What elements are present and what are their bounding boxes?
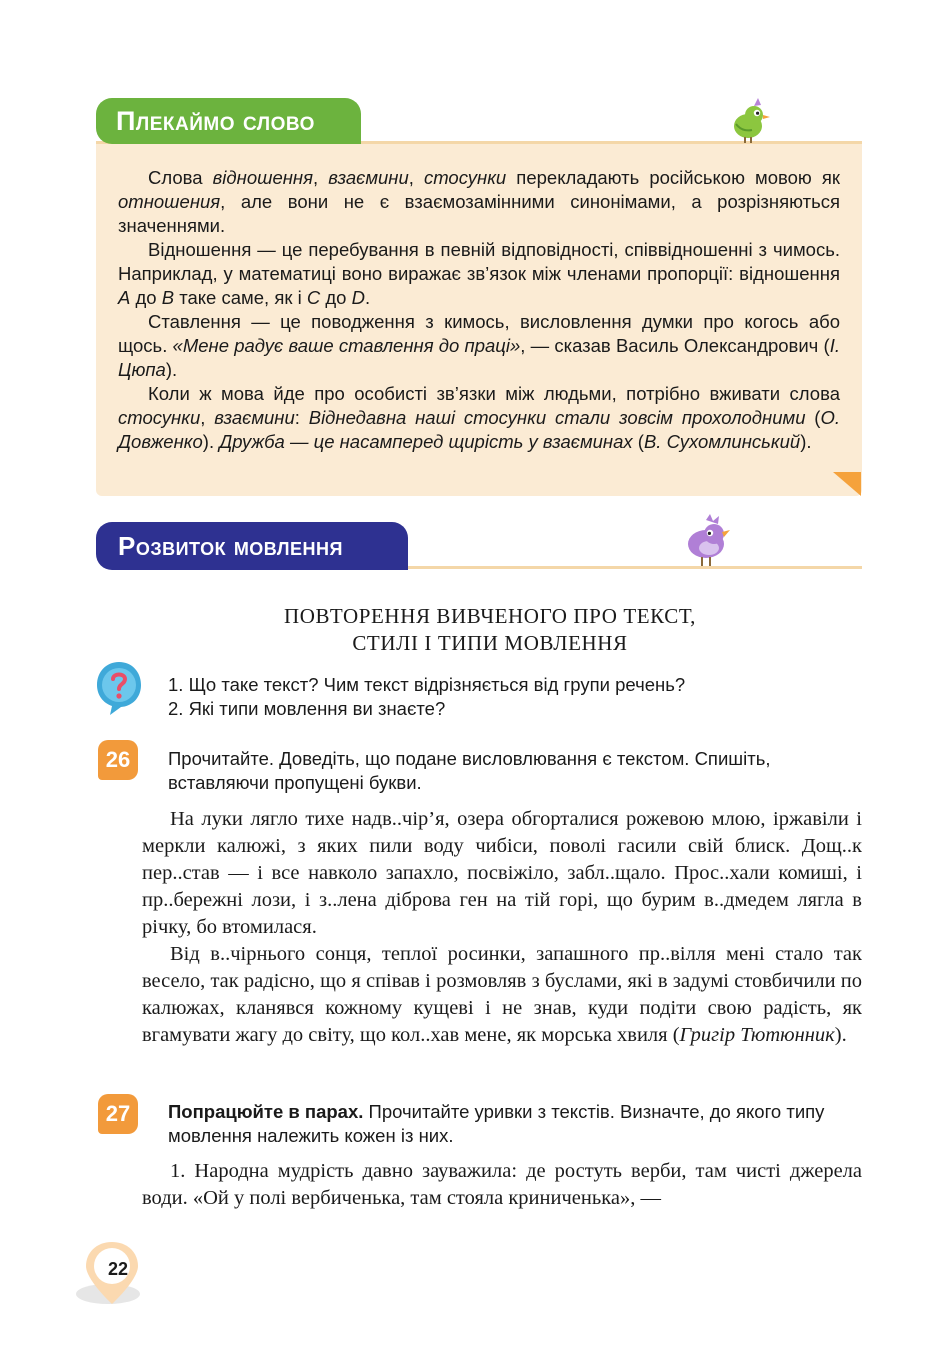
italic-text: Дружба — це насамперед щирість у взаєминах [219,431,633,452]
text-paragraph [142,806,862,941]
question-item: 2. Які типи мовлення ви знаєте? [168,698,446,719]
italic-text: отношения [118,191,221,212]
italic-text: стосунки [118,407,201,428]
text-run: ). [834,1024,847,1046]
text-paragraph [142,1158,862,1212]
exercise-number-badge: 27 [98,1094,138,1134]
italic-text: C [306,287,321,308]
text-run: перекладають російською мовою як [506,167,840,188]
italic-text: B [161,287,175,308]
lesson-heading [150,603,830,657]
exercise-text [142,1158,862,1212]
instruction-rest: Прочитайте уривки з текстів. Визначте, до якого типу мовлення належить кожен із них. [168,1101,825,1146]
question-item: 1. Що таке текст? Чим текст відрізняється від групи речень? [168,674,686,695]
text-run: Ставлення — це поводження з кимось, висловлення думки про когось або щось. [118,311,840,356]
italic-text: A [118,287,131,308]
text-run: , але вони не є взаємозамінними синонімами, а розрізняються значеннями. [118,191,840,236]
text-run: до [130,287,162,308]
info-paragraph [118,238,840,310]
purple-bird-icon [684,514,734,568]
italic-text: І. Цюпа [118,335,840,380]
text-run: : [294,407,309,428]
text-run: , [200,407,215,428]
italic-text: відношення [212,167,313,188]
text-run: Слова [148,167,213,188]
text-run: На луки лягло тихе надв..чір’я, озера обгорталися рожевою млою, іржавіли і меркли калюжі, з яких пили воду чибіси, поволі гасили свій блиск. Дощ..к пер..став — і все навколо запахло, посвіжіло, забл..щало. Прос..хали комиші, і пр..бережні лози, і з..лена діброва ген на тій горі, що бурим в..дмедем лягла в річку, бо втомилася. [142,808,862,938]
exercise-text [142,806,862,1049]
text-run: до [320,287,352,308]
text-run: , [313,167,329,188]
text-run: Відношення — це перебування в певній відповідності, співвідношенні з чимось. Наприклад, у математиці воно виражає зв’язок між членами пропорції: відношення [118,239,840,284]
text-run: Коли ж мова йде про особисті зв’язки між людьми, потрібно вживати слова [148,383,840,404]
text-run: 1. Народна мудрість давно зауважила: де ростуть верби, там чисті джерела води. «Ой у полі вербиченька, там стояла криниченька», — [142,1160,862,1209]
info-text [118,166,840,454]
text-run: ). [800,431,812,452]
italic-text: О. Довженко [118,407,840,452]
text-run: ( [805,407,821,428]
text-run: ). [165,359,178,380]
text-run: , — сказав Василь Олександрович ( [520,335,830,356]
section-title-plekaimo: Плекаймо слово [96,98,361,144]
text-run: ( [632,431,644,452]
text-run: ). [202,431,220,452]
text-run: таке саме, як і [174,287,307,308]
italic-text: стосунки [423,167,507,188]
questions-list [168,673,685,721]
italic-text: взаємини [214,407,295,428]
text-run: , [408,167,424,188]
lesson-heading-line: ПОВТОРЕННЯ ВИВЧЕНОГО ПРО ТЕКСТ, [283,604,697,628]
question-bubble-icon [94,659,144,717]
lesson-heading-line: СТИЛІ І ТИПИ МОВЛЕННЯ [352,631,628,655]
info-paragraph [118,382,840,454]
section-title-rozvytok: Розвиток мовлення [96,522,408,570]
divider [400,566,862,569]
exercise-instruction: Прочитайте. Доведіть, що подане висловлювання є текстом. Спишіть, вставляючи пропущені букви. [168,748,771,793]
italic-text: «Мене радує ваше ставлення до праці» [172,335,521,356]
italic-text: Григір Тютюнник [679,1024,835,1046]
corner-marker [833,472,861,496]
italic-text: В. Сухомлинський [643,431,801,452]
info-paragraph [118,166,840,238]
green-bird-icon [728,96,772,144]
instruction-bold: Попрацюйте в парах. [168,1101,364,1122]
info-paragraph [118,310,840,382]
text-run: Від в..чірнього сонця, теплої росинки, запашного пр..вілля мені стало так весело, так радісно, що я співав і розмовляв з буслами, які в задумі стовбичили по калюжах, кланявся кожному кущеві і не знав, куди подіти свою радість, як вгамувати жагу до світу, що кол..хав мене, як морська хвиля ( [142,943,862,1046]
exercise-number-badge: 26 [98,740,138,780]
exercise-instruction [168,1100,860,1148]
text-run: . [364,287,371,308]
italic-text: D [351,287,365,308]
page-number: 22 [107,1259,129,1279]
text-paragraph [142,941,862,1049]
italic-text: взаємини [328,167,409,188]
italic-text: Віднедавна наші стосунки стали зовсім прохолодними [308,407,806,428]
